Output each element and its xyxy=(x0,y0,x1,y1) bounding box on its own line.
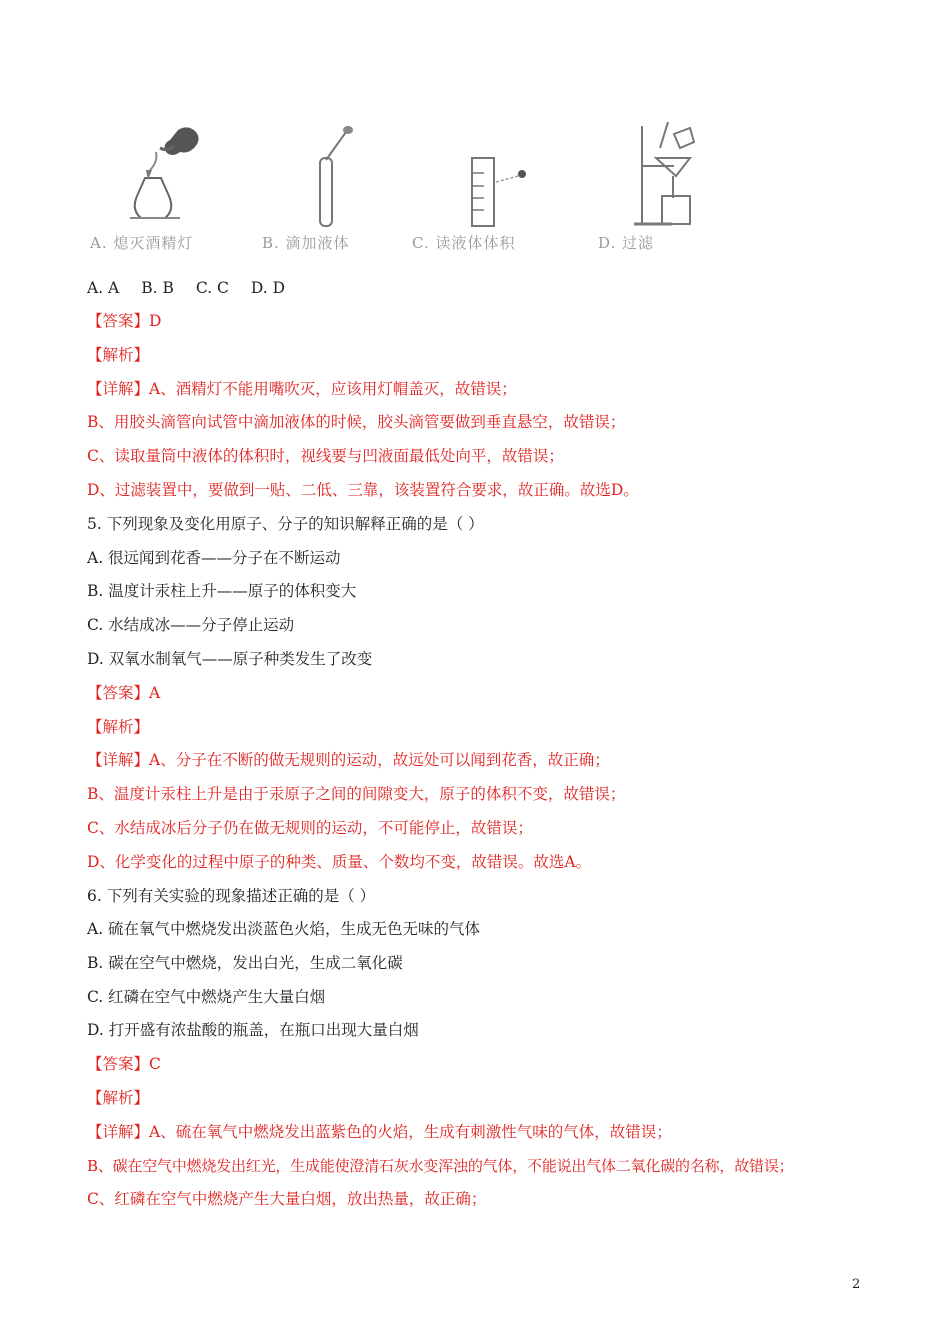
detail-text: A、分子在不断的做无规则的运动，故远处可以闻到花香，故正确； xyxy=(149,751,610,769)
answer-value: D xyxy=(149,312,162,330)
q6-option-c: C. 红磷在空气中燃烧产生大量白烟 xyxy=(87,988,326,1006)
q6-option-b: B. 碳在空气中燃烧，发出白光，生成二氧化碳 xyxy=(87,954,403,972)
q6-analysis-tag: 【解析】 xyxy=(87,1089,150,1107)
figure-b xyxy=(262,118,402,268)
q5-detail-3: C、水结成冰后分子仍在做无规则的运动，不可能停止，故错误； xyxy=(87,819,533,837)
q6-stem: 6. 下列有关实验的现象描述正确的是（ ） xyxy=(87,887,376,905)
q5-option-c: C. 水结成冰——分子停止运动 xyxy=(87,616,295,634)
filter-stand-icon xyxy=(612,118,732,233)
detail-tag: 【详解】 xyxy=(87,1123,150,1141)
figure-c xyxy=(412,118,552,268)
graduated-cylinder-eye-icon xyxy=(412,118,572,233)
q4-answer xyxy=(87,311,161,331)
dropper-tube-icon xyxy=(262,118,402,233)
q5-detail-1 xyxy=(87,750,610,770)
detail-text: A、硫在氧气中燃烧发出蓝紫色的火焰，生成有刺激性气味的气体，故错误； xyxy=(149,1123,672,1141)
figure-a-caption: A. 熄灭酒精灯 xyxy=(90,234,194,252)
answer-value: C xyxy=(149,1055,161,1073)
q6-detail-3: C、红磷在空气中燃烧产生大量白烟，放出热量，故正确； xyxy=(87,1190,487,1208)
figure-b-caption: B. 滴加液体 xyxy=(262,234,350,252)
answer-tag: 【答案】 xyxy=(87,1055,150,1073)
detail-tag: 【详解】 xyxy=(87,751,150,769)
q4-option-b: B. B xyxy=(141,279,174,297)
q6-option-d: D. 打开盛有浓盐酸的瓶盖，在瓶口出现大量白烟 xyxy=(87,1021,419,1039)
q4-detail-1 xyxy=(87,379,517,399)
q4-option-c: C. C xyxy=(195,279,229,297)
answer-tag: 【答案】 xyxy=(87,312,150,330)
q6-detail-2: B、碳在空气中燃烧发出红光，生成能使澄清石灰水变浑浊的气体，不能说出气体二氧化碳的名称，故错误； xyxy=(87,1157,794,1175)
q4-option-a: A. A xyxy=(87,279,120,297)
q4-option-d: D. D xyxy=(250,279,286,297)
q5-stem: 5. 下列现象及变化用原子、分子的知识解释正确的是（ ） xyxy=(87,515,484,533)
q6-detail-1 xyxy=(87,1122,672,1142)
q5-detail-2: B、温度计汞柱上升是由于汞原子之间的间隙变大，原子的体积不变，故错误； xyxy=(87,785,626,803)
detail-tag: 【详解】 xyxy=(87,380,150,398)
detail-text: A、酒精灯不能用嘴吹灭，应该用灯帽盖灭，故错误； xyxy=(149,380,517,398)
figure-d xyxy=(598,118,752,268)
experiment-figures xyxy=(90,118,710,268)
q5-analysis-tag: 【解析】 xyxy=(87,718,150,736)
alcohol-lamp-blow-icon xyxy=(90,118,230,233)
q5-option-d: D. 双氧水制氧气——原子种类发生了改变 xyxy=(87,650,373,668)
q4-analysis-tag: 【解析】 xyxy=(87,346,150,364)
q4-detail-2: B、用胶头滴管向试管中滴加液体的时候，胶头滴管要做到垂直悬空，故错误； xyxy=(87,413,626,431)
q5-answer xyxy=(87,683,160,703)
q4-options xyxy=(87,278,307,298)
q5-detail-4: D、化学变化的过程中原子的种类、质量、个数均不变，故错误。故选A。 xyxy=(87,853,592,871)
q5-option-b: B. 温度计汞柱上升——原子的体积变大 xyxy=(87,582,357,600)
q6-option-a: A. 硫在氧气中燃烧发出淡蓝色火焰，生成无色无味的气体 xyxy=(87,920,481,938)
page-number: 2 xyxy=(852,1277,861,1292)
q5-option-a: A. 很远闻到花香——分子在不断运动 xyxy=(87,549,341,567)
q4-detail-3: C、读取量筒中液体的体积时，视线要与凹液面最低处向平，故错误； xyxy=(87,447,564,465)
q6-answer xyxy=(87,1054,161,1074)
figure-a xyxy=(90,118,230,268)
figure-d-caption: D. 过滤 xyxy=(598,234,655,252)
answer-tag: 【答案】 xyxy=(87,684,150,702)
figure-c-caption: C. 读液体体积 xyxy=(412,234,516,252)
answer-value: A xyxy=(149,684,161,702)
q4-detail-4: D、过滤装置中，要做到一贴、二低、三靠，该装置符合要求，故正确。故选D。 xyxy=(87,481,639,499)
